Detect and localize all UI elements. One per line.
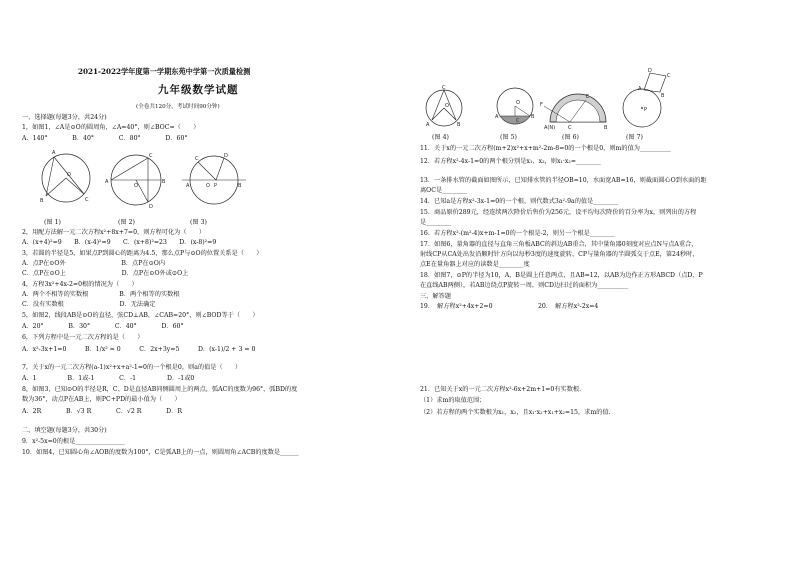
svg-text:B: B (661, 93, 665, 99)
svg-text:A: A (186, 183, 190, 189)
question-3: 3，若圆的半径是5，如果点P到圆心的距离为4.5，那么点P与⊙O的位置关系是（ ） (22, 250, 263, 257)
svg-text:C: C (568, 125, 572, 131)
question-6: 6，下列方程中是一元二次方程的是（ ） (22, 334, 144, 341)
figure-7-caption: (图 7) (626, 134, 643, 141)
question-10: 10．如图4，已知圆心角∠AOB的度数为100°，C是弧AB上的一点，则圆周角∠ACB的度数是______ (22, 449, 299, 456)
question-5: 5，如图2，线段AB是⊙O的直径，弦CD⊥AB，∠CAB=20°，则∠BOD等于（ ） (22, 312, 259, 319)
figure-1 (36, 146, 96, 216)
section-3-heading: 三、解答题 (420, 293, 451, 300)
exam-subject-title: 九年级数学试题 (158, 84, 239, 96)
svg-text:D: D (224, 153, 228, 159)
question-17: 17．如图6，量角器的直径与直角三角板ABC的斜边AB重合，其中量角器0刻度对应点N与点A重合， (420, 241, 698, 248)
question-7: 7，关于x的一元二次方程(a-1)x²+x+a²-1=0的一个根是0，则a的值是（ ） (22, 364, 242, 371)
svg-text:O: O (134, 183, 138, 189)
svg-text:A: A (52, 150, 56, 156)
svg-text:C: C (195, 156, 199, 162)
figure-1-caption: (图 1) (44, 219, 61, 226)
svg-text:C: C (442, 85, 446, 91)
question-8: 8，如图3，已知⊙O的半径是R，C、D是直径AB同侧圆周上的两点，弧AC的度数为96°，弧BD的度 (22, 386, 298, 393)
svg-text:F: F (540, 102, 543, 108)
section-2-heading: 二、填空题(每题3分，共30分) (22, 427, 107, 434)
question-2-options: A．(x+4)²=9 B．(x-4)²=9 C．(x+8)²=23 D．(x-8)²=9 (22, 239, 217, 246)
svg-text:A: A (638, 86, 642, 92)
figure-5 (490, 86, 540, 130)
question-15-cont: 是________ (420, 219, 451, 226)
figure-2 (104, 150, 170, 214)
question-18: 18．如图7，⊙P的半径为10，A、B是圆上任意两点，且AB=12，以AB为边作正方形ABCD（点D、P (420, 272, 703, 279)
question-14: 14．已知a是方程x²-3x-1=0的一个根，则代数式3a²-9a的值是________ (420, 198, 619, 205)
svg-text:A(N): A(N) (544, 125, 556, 131)
question-19: 19． 解方程x²+4x+2=0 (420, 303, 493, 310)
figure-7 (618, 70, 674, 132)
svg-text:O: O (206, 183, 210, 189)
question-8-cont: 数为36°，动点P在AB上，则PC+PD的最小值为（ ） (22, 396, 181, 403)
svg-text:B: B (531, 114, 535, 120)
question-9: 9．x²-5x=0的根是________________ (22, 438, 125, 445)
svg-text:B: B (40, 198, 44, 204)
figure-5-caption: (图 5) (500, 134, 517, 141)
question-18-cont: 在直线AB两侧），若AB边绕点P旋转一周，则CD边扫过的面积为__________ (420, 282, 629, 289)
question-8-options: A．2R B．√3 R C．√2 R D．R (22, 408, 182, 415)
svg-text:O: O (445, 103, 449, 109)
question-13: 13．一条排水管的截面如图所示，已知排水管的半径OB=10，水面宽AB=16，则截面圆心O到水面的距 (420, 177, 707, 184)
figure-3-caption: (图 3) (190, 219, 207, 226)
svg-text:E: E (586, 94, 590, 100)
question-17-cont2: 点E在量角器上对应的读数是________度 (420, 261, 530, 268)
question-17-cont: 射线CP从CA处出发沿顺时针方向以每秒3度的速度旋转，CP与量角器的半圆弧交于点E，第24秒时， (420, 251, 699, 258)
svg-text:C: C (516, 118, 520, 124)
exam-info: (全卷共120分，考试时间90分钟) (136, 104, 220, 110)
question-21-part-2: （2）若方程的两个实数根为x₁，x₂，且x₁·x₂+x₁+x₂=15，求m的值. (420, 409, 611, 416)
question-4-options-b: C．没有实数根 D．无法确定 (22, 301, 156, 308)
svg-text:B: B (604, 125, 608, 131)
question-13-cont: 离OC是________ (420, 187, 467, 194)
exam-title: 2021-2022学年度第一学期东苑中学第一次质量检测 (78, 67, 251, 76)
svg-text:C: C (149, 153, 153, 159)
svg-text:B: B (238, 183, 242, 189)
figure-6-caption: (图 6) (562, 134, 579, 141)
question-15: 15．商品原价289元，经连续两次降价后售价为256元，设平均每次降价的百分率为x，则列出的方程 (420, 209, 697, 216)
figure-2-caption: (图 2) (118, 219, 135, 226)
question-2: 2，用配方法解一元二次方程x²+8x+7=0，则方程可化为（ ） (22, 229, 206, 236)
figure-4-caption: (图 4) (432, 134, 449, 141)
question-5-options: A．20° B．30° C．40° D．60° (22, 323, 184, 330)
question-4: 4，方程3x²+4x-2=0根的情况为（ ） (22, 281, 138, 288)
svg-text:A: A (105, 179, 109, 185)
svg-text:B: B (162, 179, 166, 185)
question-21-part-1: （1）求m的取值范围； (420, 397, 486, 404)
svg-text:O: O (516, 100, 520, 106)
question-3-options-b: C．点P在⊙O上 D．点P在⊙O外或⊙O上 (22, 270, 189, 277)
svg-text:P: P (644, 107, 648, 113)
svg-text:P: P (214, 183, 218, 189)
question-7-options: A．1 B．1或-1 C．-1 D．-1或0 (22, 375, 195, 382)
question-6-options: A．x²-3x+1=0 B．1/x² = 0 C．2x+3y=5 D．(x-1)/2 + 3 = 0 (22, 346, 256, 353)
question-1-options: A．140° B．40° C．80° D．60° (22, 135, 188, 142)
svg-text:A: A (495, 114, 499, 120)
question-4-options-a: A．两个不相等的实数根 B．两个相等的实数根 (22, 291, 180, 298)
question-21: 21．已知关于x的一元二次方程x²-6x+2m+1=0有实数根. (420, 386, 582, 393)
svg-text:D: D (149, 204, 153, 210)
figure-3 (178, 150, 250, 214)
svg-text:D: D (648, 68, 652, 74)
question-20: 20． 解方程x²-2x=4 (538, 303, 599, 310)
section-1-heading: 一、选择题(每题3分，共24分) (22, 114, 107, 121)
svg-text:B: B (457, 122, 461, 128)
svg-text:O: O (67, 172, 71, 178)
svg-text:C: C (667, 73, 671, 79)
question-11: 11．关于x的一元二次方程(m+2)x²+x+m²-2m-8=0的一个根是0，则m的值为__________ (420, 145, 671, 152)
question-12: 12．若方程x²-4x-1=0的两个根分别是x₁、x₂，则x₁·x₂=________ (420, 158, 601, 165)
figure-4 (422, 84, 468, 130)
question-16: 16．若方程x²-(m²-4)x+m-1=0的一个根是-2，则另一个根是________ (420, 230, 615, 237)
svg-text:C: C (85, 197, 89, 203)
figure-6 (540, 80, 612, 132)
svg-text:A: A (426, 122, 430, 128)
question-1: 1，如图1，∠A是⊙O的圆周角，∠A=40°，则∠BOC=（ ） (22, 124, 200, 131)
question-3-options-a: A．点P在⊙O外 B．点P在⊙O内 (22, 260, 166, 267)
